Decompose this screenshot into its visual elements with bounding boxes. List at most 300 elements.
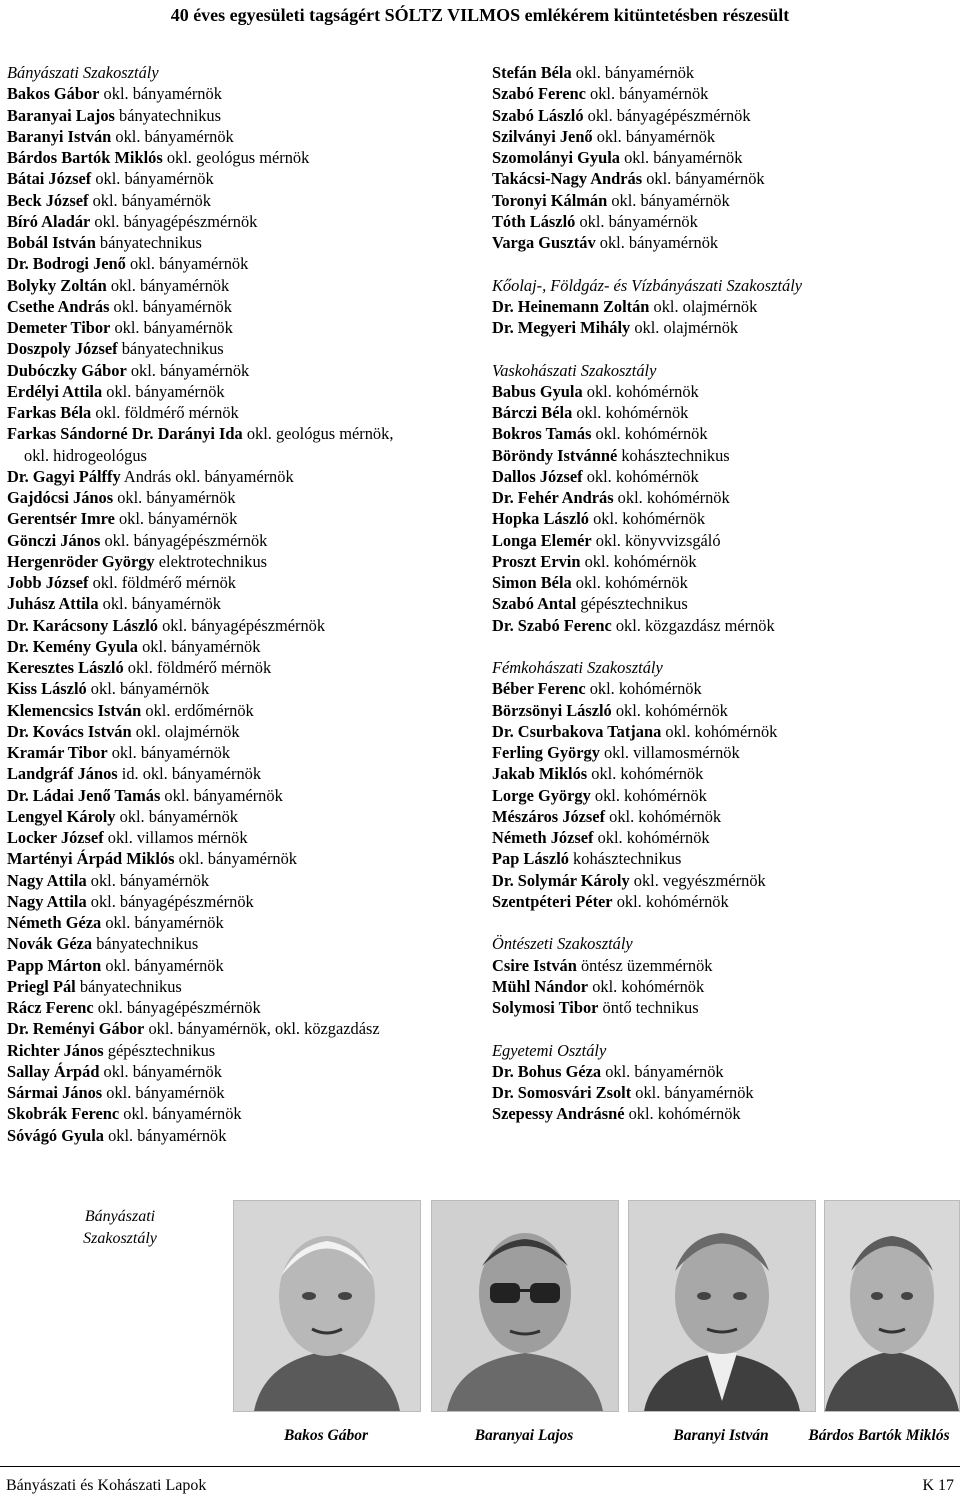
member-qualification: okl. kohómérnök: [582, 381, 699, 401]
member-name: Gajdócsi János: [7, 488, 114, 507]
left-column: [7, 62, 477, 1146]
member-qualification: okl. bányamérnök: [119, 1104, 242, 1124]
member-entry: [492, 763, 952, 784]
member-name: Nagy Attila: [7, 870, 87, 890]
member-name: Gerentsér Imre: [7, 509, 115, 529]
member-qualification: okl. olajmérnök: [131, 721, 240, 741]
member-name: Dr. Bohus Géza: [492, 1061, 602, 1081]
member-qualification: okl. kohómérnök: [587, 764, 704, 784]
member-name: Dr. Megyeri Mihály: [492, 318, 631, 337]
member-entry: [7, 423, 477, 444]
member-qualification: öntész üzemmérnök: [576, 955, 713, 975]
member-qualification: okl. bányamérnök: [575, 211, 698, 231]
member-name: Bárczi Béla: [492, 403, 573, 422]
portrait-photo-icon: [825, 1201, 959, 1411]
member-qualification: okl. kohómérnök: [591, 424, 708, 444]
member-entry: [7, 105, 477, 126]
member-qualification: okl. bányamérnök: [137, 636, 261, 656]
member-entry: [492, 1103, 952, 1124]
member-qualification: okl. bányamérnök: [111, 126, 234, 146]
member-entry: [7, 1018, 477, 1039]
member-entry: [7, 763, 477, 784]
member-entry: [7, 232, 477, 253]
member-qualification: András okl. bányamérnök: [120, 466, 294, 486]
member-name: Bobál István: [7, 233, 96, 252]
member-entry: [492, 827, 952, 848]
portrait-photo-4: [824, 1200, 960, 1412]
member-entry: [7, 508, 477, 529]
member-name: Csire István: [492, 955, 577, 975]
member-qualification: bányatechnikus: [117, 339, 224, 359]
member-name: Demeter Tibor: [7, 318, 111, 337]
member-qualification: okl. bányamérnök: [174, 849, 297, 869]
member-qualification: okl. kohómérnök: [613, 488, 730, 507]
member-entry: [7, 891, 477, 912]
member-qualification: okl. villamosmérnök: [599, 743, 740, 762]
member-name: Locker József: [7, 828, 104, 847]
member-qualification: okl. bányamérnök: [104, 1125, 227, 1145]
section-heading: Kőolaj-, Földgáz- és Vízbányászati Szakosztály: [492, 275, 803, 295]
member-entry: [492, 445, 952, 466]
member-entry: [7, 848, 477, 869]
member-qualification: okl. kohómérnök: [611, 700, 728, 720]
member-entry: [492, 105, 952, 126]
member-name: Farkas Sándorné Dr. Darányi Ida: [7, 424, 243, 444]
member-qualification: okl. kohómérnök: [588, 976, 705, 996]
member-entry: [492, 1082, 952, 1103]
member-name: Bíró Aladár: [7, 211, 91, 231]
member-qualification: okl. bányamérnök: [110, 318, 233, 337]
member-qualification: okl. bányamérnök: [592, 126, 716, 146]
member-name: Bokros Tamás: [492, 424, 592, 444]
member-qualification: okl. geológus mérnök: [162, 148, 310, 167]
member-name: Béber Ferenc: [492, 679, 586, 699]
member-qualification: okl. bányamérnök: [86, 870, 210, 890]
member-entry: [492, 381, 952, 402]
member-entry: [7, 678, 477, 699]
member-name: Richter János: [7, 1040, 104, 1060]
member-qualification: okl. kohómérnök: [580, 551, 697, 571]
member-entry: [7, 1040, 477, 1061]
section-gap: [492, 912, 952, 933]
member-name: Babus Gyula: [492, 381, 583, 401]
member-name: Keresztes László: [7, 658, 124, 677]
member-entry: [7, 870, 477, 891]
member-entry: [7, 466, 477, 487]
member-entry: [7, 785, 477, 806]
member-qualification: okl. erdőmérnök: [141, 700, 254, 720]
member-name: Szentpéteri Péter: [492, 891, 613, 911]
member-name: Dr. Gagyi Pálffy: [7, 466, 121, 486]
member-qualification: okl. olajmérnök: [649, 296, 758, 316]
member-name: Dr. Somosvári Zsolt: [492, 1083, 632, 1102]
member-qualification: okl. bányamérnök: [98, 594, 221, 614]
member-name: Dr. Solymár Károly: [492, 870, 630, 890]
member-name: Sallay Árpád: [7, 1061, 100, 1081]
page-title: 40 éves egyesületi tagságért SÓLTZ VILMOS emlékérem kitüntetésben részesült: [170, 5, 790, 25]
photo-caption-2: Baranyai Lajos: [474, 1427, 574, 1444]
member-entry: [492, 508, 952, 529]
member-name: Németh József: [492, 828, 594, 847]
member-qualification: okl. bányamérnök: [125, 254, 249, 274]
member-qualification: okl. kohómérnök: [572, 403, 689, 422]
footer-journal: Bányászati és Kohászati Lapok: [6, 1477, 207, 1494]
member-name: Simon Béla: [492, 573, 572, 592]
member-name: Landgráf János: [7, 764, 118, 784]
member-entry: [492, 976, 952, 997]
section-heading: Öntészeti Szakosztály: [492, 934, 633, 954]
footer-page-number: K 17: [922, 1477, 954, 1494]
member-name: Dr. Heinemann Zoltán: [492, 296, 650, 316]
member-qualification: okl. kohómérnök: [589, 509, 706, 529]
member-name: Takácsi-Nagy András: [492, 169, 643, 189]
member-entry: [492, 466, 952, 487]
footer-rule: [0, 1466, 960, 1467]
member-qualification: öntő technikus: [598, 998, 699, 1017]
member-entry: [492, 487, 952, 508]
member-name: Szabó László: [492, 105, 584, 125]
member-name: Mészáros József: [492, 806, 606, 826]
member-qualification: okl. kohómérnök: [571, 573, 688, 592]
member-name: Jobb József: [7, 573, 89, 592]
member-entry: [492, 1061, 952, 1082]
member-name: Bolyky Zoltán: [7, 275, 107, 295]
member-name: Bátai József: [7, 169, 92, 189]
member-entry: [7, 1061, 477, 1082]
member-name: Papp Márton: [7, 955, 102, 975]
member-qualification: okl. bányagépészmérnök: [583, 105, 751, 125]
member-name: Klemencsics István: [7, 700, 142, 720]
member-qualification: okl. bányamérnök: [102, 1083, 225, 1102]
member-qualification: okl. kohómérnök: [624, 1104, 741, 1124]
member-entry: [7, 360, 477, 381]
member-name: Lengyel Károly: [7, 806, 116, 826]
member-name: Novák Géza: [7, 934, 93, 954]
member-name: Dr. Kovács István: [7, 721, 132, 741]
member-entry: [7, 168, 477, 189]
member-qualification: okl. bányamérnök: [595, 233, 719, 252]
member-name: Szepessy Andrásné: [492, 1104, 625, 1124]
member-entry: [492, 785, 952, 806]
member-name: Dr. Ládai Jenő Tamás: [7, 785, 161, 805]
photo-caption-4: Bárdos Bartók Miklós: [808, 1427, 950, 1444]
member-entry: [492, 83, 952, 104]
member-entry: [7, 742, 477, 763]
member-qualification: okl. földmérő mérnök: [91, 403, 239, 422]
member-qualification: okl. bányamérnök: [601, 1061, 724, 1081]
member-name: Stefán Béla: [492, 63, 572, 82]
member-qualification: bányatechnikus: [92, 934, 199, 954]
section-heading: Vaskohászati Szakosztály: [492, 360, 657, 380]
member-qualification: okl. geológus mérnök,: [242, 424, 394, 444]
member-entry: [492, 317, 952, 338]
member-name: Dr. Fehér András: [492, 488, 614, 507]
member-name: Szabó Ferenc: [492, 84, 586, 104]
member-name: Erdélyi Attila: [7, 381, 103, 401]
member-name: Mühl Nándor: [492, 976, 589, 996]
member-entry: [492, 530, 952, 551]
member-name: Rácz Ferenc: [7, 998, 94, 1017]
member-name: Bakos Gábor: [7, 84, 100, 104]
member-qualification: okl. bányamérnök: [102, 381, 225, 401]
member-name: Szilványi Jenő: [492, 126, 593, 146]
member-name: Varga Gusztáv: [492, 233, 596, 252]
member-qualification: okl. bányamérnök: [86, 679, 210, 699]
member-qualification: kohásztechnikus: [568, 849, 682, 869]
member-entry: [492, 678, 952, 699]
member-qualification: okl. bányamérnök: [91, 169, 214, 189]
member-qualification: okl. bányamérnök: [99, 84, 222, 104]
member-name: Böröndy Istvánné: [492, 445, 618, 465]
section-gap: [492, 338, 952, 359]
member-name: Pap László: [492, 849, 569, 869]
member-entry: [492, 62, 952, 83]
member-entry: [492, 806, 952, 827]
member-entry: [7, 997, 477, 1018]
member-qualification: okl. bányamérnök: [631, 1083, 754, 1102]
member-entry: [7, 381, 477, 402]
member-entry: [7, 317, 477, 338]
member-entry: [7, 296, 477, 317]
member-entry: [7, 1125, 477, 1146]
member-entry: [492, 848, 952, 869]
member-name: Martényi Árpád Miklós: [7, 849, 175, 869]
member-entry: [7, 551, 477, 572]
member-qualification: okl. bányamérnök: [160, 785, 283, 805]
member-entry: [7, 338, 477, 359]
member-entry: [7, 657, 477, 678]
member-entry: [7, 933, 477, 954]
member-name: Dr. Reményi Gábor: [7, 1019, 145, 1039]
member-name: Beck József: [7, 190, 89, 210]
member-qualification: okl. kohómérnök: [590, 785, 707, 805]
member-entry: [492, 126, 952, 147]
member-name: Proszt Ervin: [492, 551, 581, 571]
member-name: Skobrák Ferenc: [7, 1104, 120, 1124]
member-entry: [7, 211, 477, 232]
member-name: Dr. Karácsony László: [7, 615, 159, 635]
member-entry: [492, 997, 952, 1018]
member-qualification: okl. bányamérnök, okl. közgazdász: [144, 1019, 380, 1039]
member-qualification: okl. közgazdász mérnök: [611, 615, 775, 635]
portrait-photo-icon: [629, 1201, 815, 1411]
member-qualification: okl. bányagépészmérnök: [93, 998, 261, 1017]
section-gap: [492, 1018, 952, 1039]
member-qualification: okl. bányagépészmérnök: [86, 891, 254, 911]
member-qualification: okl. bányamérnök: [114, 509, 238, 529]
member-name: Hopka László: [492, 509, 589, 529]
member-name: Hergenröder György: [7, 551, 155, 571]
member-entry: [492, 700, 952, 721]
member-entry: [7, 83, 477, 104]
member-entry: [7, 1082, 477, 1103]
member-qualification: okl. bányamérnök: [99, 1061, 222, 1081]
member-name: Kramár Tibor: [7, 743, 108, 762]
member-entry: [492, 296, 952, 317]
member-qualification: okl. bányamérnök: [107, 743, 231, 762]
member-qualification: okl. kohómérnök: [593, 828, 710, 847]
member-entry: [492, 615, 952, 636]
member-entry: [7, 806, 477, 827]
member-entry: [492, 423, 952, 444]
photo-section-caption: [55, 1206, 185, 1250]
member-qualification: okl. bányagépészmérnök: [90, 211, 258, 231]
member-entry: [7, 721, 477, 742]
member-qualification: okl. bányamérnök: [106, 275, 230, 295]
member-name: Dr. Kemény Gyula: [7, 636, 138, 656]
member-qualification: okl. bányamérnök: [115, 806, 238, 826]
portrait-photo-3: [628, 1200, 816, 1412]
member-name: Lorge György: [492, 785, 591, 805]
member-entry: [7, 593, 477, 614]
member-entry: [7, 190, 477, 211]
member-name: Dr. Bodrogi Jenő: [7, 254, 126, 274]
member-qualification: elektrotechnikus: [154, 551, 268, 571]
member-entry: [7, 976, 477, 997]
member-entry: [492, 551, 952, 572]
member-name: Nagy Attila: [7, 891, 87, 911]
member-name: Kiss László: [7, 679, 87, 699]
member-name: Gönczi János: [7, 530, 101, 550]
member-qualification: okl. kohómérnök: [605, 806, 722, 826]
member-qualification: okl. hidrogeológus: [24, 445, 147, 465]
member-qualification: okl. bányagépészmérnök: [158, 615, 326, 635]
member-qualification: okl. villamos mérnök: [103, 828, 248, 847]
member-qualification: gépésztechnikus: [103, 1040, 216, 1060]
member-qualification: okl. bányamérnök: [109, 296, 232, 316]
member-entry: [492, 190, 952, 211]
member-qualification: okl. kohómérnök: [612, 891, 729, 911]
member-entry: [492, 891, 952, 912]
member-entry: [7, 827, 477, 848]
member-qualification: okl. földmérő mérnök: [123, 658, 272, 677]
member-name: Baranyi István: [7, 126, 112, 146]
member-qualification: okl. bányamérnök: [642, 169, 765, 189]
member-entry: [7, 530, 477, 551]
member-name: Doszpoly József: [7, 339, 118, 359]
member-entry: [7, 275, 477, 296]
member-qualification: okl. bányagépészmérnök: [100, 530, 268, 550]
member-name: Csethe András: [7, 296, 110, 316]
member-name: Szabó Antal: [492, 594, 577, 614]
member-entry: [7, 615, 477, 636]
member-name: Jakab Miklós: [492, 764, 588, 784]
member-entry: [7, 445, 477, 466]
section-heading: Egyetemi Osztály: [492, 1040, 607, 1060]
member-entry: [492, 572, 952, 593]
member-name: Bárdos Bartók Miklós: [7, 148, 163, 167]
member-entry: [492, 955, 952, 976]
member-entry: [7, 955, 477, 976]
portrait-photo-2: [431, 1200, 619, 1412]
member-qualification: okl. kohómérnök: [661, 721, 778, 741]
member-name: Tóth László: [492, 211, 576, 231]
member-name: Juhász Attila: [7, 594, 99, 614]
member-qualification: bányatechnikus: [95, 233, 202, 252]
member-qualification: okl. vegyészmérnök: [629, 870, 766, 890]
member-entry: [7, 700, 477, 721]
member-entry: [7, 126, 477, 147]
member-qualification: okl. kohómérnök: [585, 679, 702, 699]
section-gap: [492, 253, 952, 274]
member-entry: [7, 1103, 477, 1124]
portrait-photo-icon: [432, 1201, 618, 1411]
member-name: Szomolányi Gyula: [492, 148, 620, 167]
member-name: Dubóczky Gábor: [7, 360, 127, 380]
photo-caption-3: Baranyi István: [673, 1427, 769, 1444]
portrait-photo-1: [233, 1200, 421, 1412]
member-qualification: bányatechnikus: [75, 976, 182, 996]
member-entry: [492, 232, 952, 253]
member-entry: [7, 487, 477, 508]
member-qualification: okl. olajmérnök: [630, 318, 739, 337]
photo-caption-1: Bakos Gábor: [284, 1427, 368, 1444]
member-qualification: bányatechnikus: [114, 105, 221, 125]
member-qualification: okl. bányamérnök: [585, 84, 709, 104]
section-heading: Bányászati Szakosztály: [7, 63, 159, 82]
member-entry: [7, 402, 477, 423]
member-entry: [492, 593, 952, 614]
member-qualification: gépésztechnikus: [576, 594, 688, 614]
member-entry: [492, 870, 952, 891]
member-qualification: okl. bányamérnök: [101, 913, 224, 932]
member-qualification: okl. bányamérnök: [88, 190, 211, 210]
section-heading: Fémkohászati Szakosztály: [492, 658, 663, 677]
member-name: Toronyi Kálmán: [492, 190, 608, 210]
member-entry: [492, 147, 952, 168]
member-name: Ferling György: [492, 743, 600, 762]
member-qualification: okl. bányamérnök: [607, 190, 730, 210]
member-entry: [7, 636, 477, 657]
member-name: Farkas Béla: [7, 403, 92, 422]
member-name: Sóvágó Gyula: [7, 1125, 104, 1145]
member-entry: [7, 572, 477, 593]
member-entry: [7, 147, 477, 168]
member-entry: [492, 742, 952, 763]
member-name: Németh Géza: [7, 913, 102, 932]
member-qualification: okl. bányamérnök: [571, 63, 695, 82]
portrait-photo-icon: [234, 1201, 420, 1411]
member-entry: [7, 253, 477, 274]
member-qualification: okl. bányamérnök: [126, 360, 250, 380]
member-name: Sármai János: [7, 1083, 103, 1102]
member-qualification: id. okl. bányamérnök: [117, 764, 262, 784]
member-qualification: okl. könyvvizsgáló: [591, 530, 721, 550]
member-name: Börzsönyi László: [492, 700, 612, 720]
member-name: Priegl Pál: [7, 976, 76, 996]
member-entry: [492, 168, 952, 189]
member-entry: [492, 721, 952, 742]
section-gap: [492, 636, 952, 657]
member-name: Dr. Szabó Ferenc: [492, 615, 612, 635]
member-qualification: okl. földmérő mérnök: [88, 573, 236, 592]
member-qualification: okl. kohómérnök: [582, 466, 699, 486]
photo-section-caption-line: Szakosztály: [83, 1230, 157, 1247]
member-name: Dallos József: [492, 466, 583, 486]
member-name: Longa Elemér: [492, 530, 592, 550]
member-qualification: okl. bányamérnök: [113, 488, 236, 507]
member-name: Solymosi Tibor: [492, 998, 599, 1017]
member-name: Dr. Csurbakova Tatjana: [492, 721, 662, 741]
member-entry: [492, 402, 952, 423]
member-qualification: okl. bányamérnök: [101, 955, 224, 975]
right-column: [492, 62, 952, 1125]
member-name: Baranyai Lajos: [7, 105, 115, 125]
member-entry: [7, 912, 477, 933]
member-entry: [492, 211, 952, 232]
photo-section-caption-line: Bányászati: [84, 1208, 156, 1225]
member-qualification: kohásztechnikus: [617, 445, 730, 465]
